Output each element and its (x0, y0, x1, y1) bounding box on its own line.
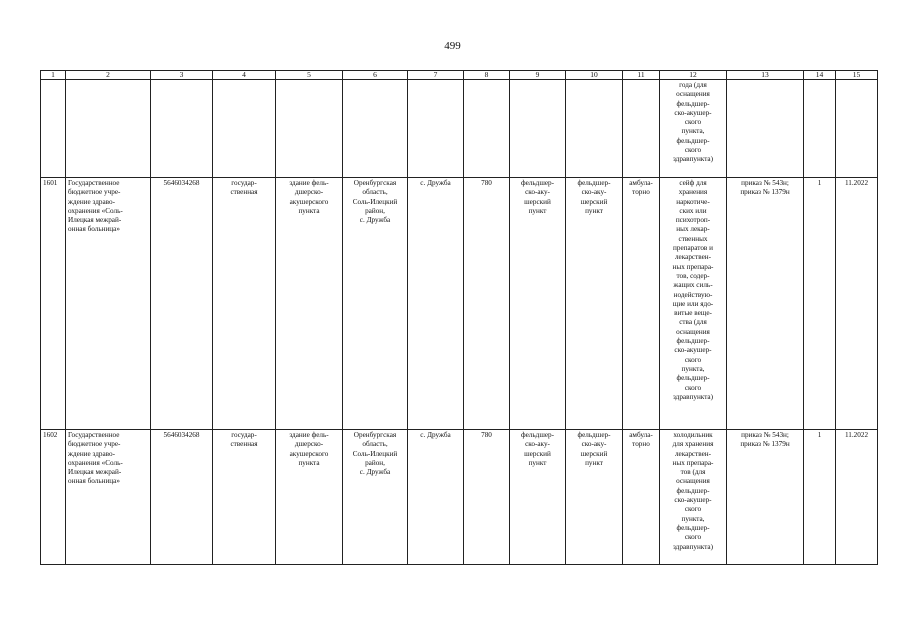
cell-line: ственная (230, 440, 258, 449)
cell-line: ных лекар- (676, 225, 710, 234)
column-header: 7 (408, 71, 464, 80)
cell-line: фельдшер- (676, 99, 710, 108)
cell-line: государ- (231, 179, 257, 187)
cell-line: здравпункта) (672, 392, 714, 401)
cell-line: фельдшер- (577, 431, 611, 439)
cell-line: амбула- (629, 179, 653, 187)
quantity-cell: 1 (804, 178, 836, 430)
cell-line: фельдшер- (577, 179, 611, 187)
cell-line: район, (365, 458, 385, 467)
row-number: 1601 (41, 178, 66, 430)
column-header: 13 (727, 71, 804, 80)
column-header: 15 (836, 71, 878, 80)
ownership-cell (213, 430, 276, 565)
cell-line: ско-акушер- (674, 496, 712, 505)
inn-cell: 5646034268 (151, 178, 213, 430)
cell-line: тов, содер- (676, 271, 710, 280)
row-number: 1602 (41, 430, 66, 565)
cell-line: ского (684, 118, 702, 127)
cell-line: государ- (231, 431, 257, 439)
cell-line: ского (684, 383, 702, 392)
table-row (41, 430, 878, 565)
count-cell: 780 (464, 178, 510, 430)
cell-line: щие или ядо- (672, 299, 714, 308)
cell-line: Илецкая межрай- (68, 216, 122, 225)
cell-line: пункта, (681, 514, 705, 523)
cell-line: ждение здраво- (68, 449, 115, 458)
building-cell (276, 430, 343, 565)
column-header: 8 (464, 71, 510, 80)
cell-line: жащих силь- (673, 281, 713, 290)
cell-line: ского (684, 146, 702, 155)
cell-line: ных препара- (672, 262, 714, 271)
column-header: 4 (213, 71, 276, 80)
organization-cell (66, 178, 151, 430)
cell-line: ско-аку- (525, 188, 550, 197)
cell-line: ско-аку- (581, 440, 607, 449)
cell-line: фельдшер- (520, 431, 555, 439)
unit-type-cell (510, 430, 566, 565)
cell-line: тов (для (680, 468, 706, 477)
cell-line: область, (362, 188, 388, 197)
cell-line: препаратов и (673, 244, 713, 253)
equipment-cell (660, 80, 727, 178)
cell-line: шерский (524, 449, 551, 458)
column-header: 1 (41, 71, 66, 80)
unit-name-cell (566, 178, 623, 430)
cell-line: Оренбургская (353, 431, 397, 439)
cell-line: оснащения (676, 327, 710, 336)
locality-cell: с. Дружба (408, 430, 464, 565)
cell-line: область, (362, 440, 388, 449)
cell-line: года (для (679, 81, 707, 89)
cell-line: ждение здраво- (68, 197, 115, 206)
locality-cell: с. Дружба (408, 178, 464, 430)
cell-line: пункт (585, 206, 603, 215)
count-cell: 780 (464, 430, 510, 565)
cell-line: лекарствен- (674, 449, 712, 458)
column-header: 6 (343, 71, 408, 80)
care-form-cell (623, 430, 660, 565)
cell-line: онная больница» (68, 477, 120, 486)
column-header: 12 (660, 71, 727, 80)
ownership-cell (213, 178, 276, 430)
cell-line: ско-аку- (525, 440, 550, 449)
cell-line: фельдшер- (676, 337, 710, 346)
cell-line: Илецкая межрай- (68, 468, 122, 477)
cell-line: здание фель- (289, 431, 329, 439)
cell-line: сейф для (679, 179, 707, 187)
cell-line: ского (684, 505, 702, 514)
column-header: 3 (151, 71, 213, 80)
equipment-cell (660, 430, 727, 565)
cell-line: ства (для (679, 318, 707, 327)
cell-line: здание фель- (289, 179, 329, 187)
cell-line: пункт (528, 458, 547, 467)
registry-table (40, 70, 878, 565)
cell-line: ского (684, 533, 702, 542)
cell-line: ско-аку- (581, 188, 607, 197)
cell-line: пункт (528, 206, 547, 215)
unit-type-cell (510, 178, 566, 430)
cell-line: ственных (678, 234, 708, 243)
cell-line: бюджетное учре- (68, 188, 121, 197)
cell-line: бюджетное учре- (68, 440, 121, 449)
cell-line: с. Дружба (359, 468, 391, 477)
cell-line: наркотиче- (676, 197, 710, 206)
column-number-row (41, 71, 878, 80)
cell-line: Соль-Илецкий (352, 449, 398, 458)
cell-line: район, (365, 206, 385, 215)
date-cell: 11.2022 (836, 430, 878, 565)
cell-line: ских или (679, 206, 707, 215)
cell-line: шерский (580, 197, 608, 206)
care-form-cell (623, 178, 660, 430)
order-cell (727, 178, 804, 430)
cell-line: для хранения (672, 440, 714, 449)
cell-line: Соль-Илецкий (352, 197, 398, 206)
building-cell (276, 178, 343, 430)
order-cell (727, 430, 804, 565)
cell-line: ско-акушер- (674, 346, 712, 355)
cell-line: холодильник (673, 431, 713, 439)
cell-line: Оренбургская (353, 179, 397, 187)
page-number: 499 (444, 40, 461, 52)
cell-line: фельдшер- (520, 179, 555, 187)
cell-line: фельдшер- (676, 486, 710, 495)
continuation-row (41, 80, 878, 178)
equipment-cell (660, 178, 727, 430)
cell-line: торно (632, 188, 650, 197)
cell-line: с. Дружба (359, 216, 391, 225)
cell-line: ных препара- (672, 458, 714, 467)
cell-line: здравпункта) (672, 542, 714, 551)
cell-line: торно (632, 440, 650, 449)
cell-line: приказ № 543н; (741, 431, 789, 439)
cell-line: психотроп- (675, 216, 711, 225)
column-header: 2 (66, 71, 151, 80)
cell-line: фельдшер- (676, 374, 710, 383)
cell-line: приказ № 1379н (740, 440, 790, 449)
cell-line: охранения «Соль- (68, 458, 123, 467)
cell-line: оснащения (676, 477, 710, 486)
cell-line: оснащения (676, 90, 710, 99)
cell-line: онная больница» (68, 225, 120, 234)
organization-cell (66, 430, 151, 565)
address-cell (343, 430, 408, 565)
cell-line: охранения «Соль- (68, 206, 123, 215)
column-header: 10 (566, 71, 623, 80)
cell-line: шерский (580, 449, 608, 458)
cell-line: фельдшер- (676, 523, 710, 532)
cell-line: ско-акушер- (674, 108, 712, 117)
cell-line: ственная (230, 188, 258, 197)
cell-line: нодействую- (673, 290, 713, 299)
unit-name-cell (566, 430, 623, 565)
address-cell (343, 178, 408, 430)
cell-line: дшерско- (294, 188, 324, 197)
cell-line: пункта, (681, 127, 705, 136)
cell-line: ского (684, 355, 702, 364)
column-header: 9 (510, 71, 566, 80)
cell-line: здравпункта) (672, 155, 714, 164)
inn-cell: 5646034268 (151, 430, 213, 565)
cell-line: лекарствен- (674, 253, 712, 262)
date-cell: 11.2022 (836, 178, 878, 430)
cell-line: акушерского (289, 449, 329, 458)
cell-line: шерский (524, 197, 551, 206)
cell-line: витые веще- (674, 309, 712, 318)
cell-line: пункта, (681, 364, 705, 373)
cell-line: приказ № 543н; (741, 179, 789, 187)
cell-line: амбула- (629, 431, 653, 439)
cell-line: приказ № 1379н (740, 188, 790, 197)
quantity-cell: 1 (804, 430, 836, 565)
cell-line: Государственное (68, 179, 120, 187)
table-row (41, 178, 878, 430)
column-header: 14 (804, 71, 836, 80)
cell-line: пункт (585, 458, 603, 467)
cell-line: хранения (678, 188, 708, 197)
cell-line: дшерско- (294, 440, 324, 449)
column-header: 5 (276, 71, 343, 80)
cell-line: акушерского (289, 197, 329, 206)
cell-line: фельдшер- (676, 136, 710, 145)
cell-line: Государственное (68, 431, 120, 439)
cell-line: пункта (298, 206, 320, 215)
column-header: 11 (623, 71, 660, 80)
cell-line: пункта (298, 458, 320, 467)
